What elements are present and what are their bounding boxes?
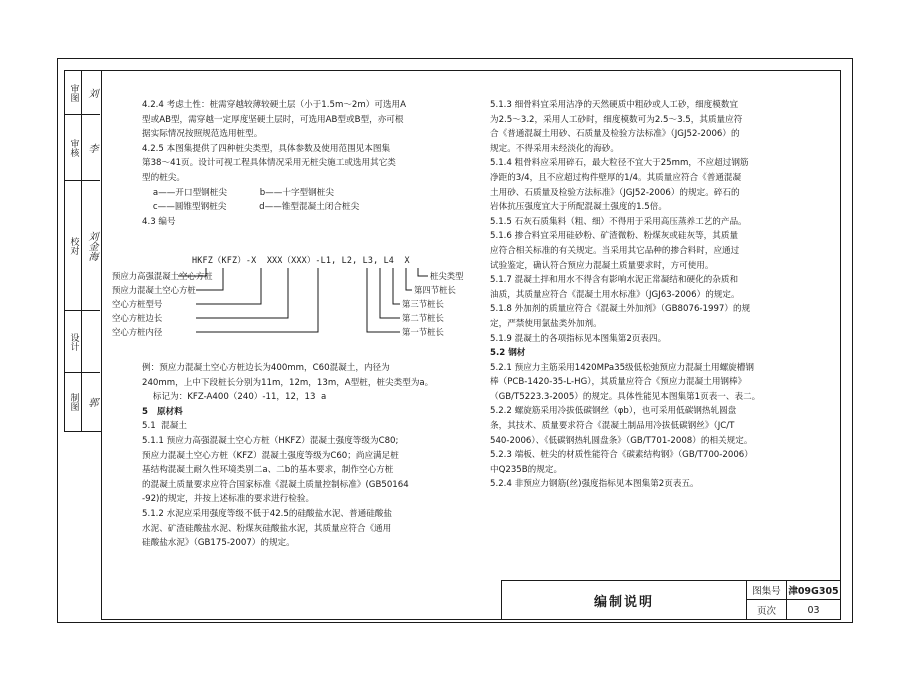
strip-label: 审图 [65, 71, 82, 114]
text-line: c——圆锥型钢桩尖 d——锥型混凝土闭合桩尖 [142, 202, 360, 213]
strip-row-check [65, 181, 100, 311]
strip-label: 设计 [65, 311, 82, 372]
left-column-top [142, 98, 477, 229]
title-block [501, 580, 841, 620]
text-line: 5.2.3 端板、桩尖的材质性能符合《碳素结构钢》（GB/T700-2006） [490, 450, 753, 461]
diagram-label: 第一节桩长 [402, 327, 444, 337]
signature: 郭 [86, 397, 97, 407]
text-line: a——开口型钢桩尖 b——十字型钢桩尖 [142, 187, 334, 198]
text-line: 定，严禁使用氯盐类外加剂。 [490, 318, 602, 329]
diagram-label: 第三节桩长 [402, 299, 444, 309]
strip-label: 审核 [65, 115, 82, 180]
text-line: 土用砂、石质量及检验方法标准》（JGJ52-2006）的规定。碎石的 [490, 187, 740, 198]
text-line: 据实际情况按照规范选用桩型。 [142, 129, 263, 140]
text-line: 为2.5～3.2，采用人工砂时，细度模数可为2.5～3.5，其质量应符 [490, 114, 743, 125]
text-line: 棒（PCB-1420-35-L-HG），其质量应符合《预应力混凝土用钢棒》 [490, 377, 747, 388]
text-line: 240mm，上中下段桩长分别为11m，12m，13m，A型桩，桩尖类型为a。 [142, 377, 434, 388]
left-column-bottom [142, 361, 477, 551]
text-line: 5.2.4 非预应力钢筋(丝)强度指标见本图集第2页表五。 [490, 479, 699, 490]
diagram-label: 桩尖类型 [430, 271, 464, 281]
strip-row-design [65, 311, 100, 373]
text-line: 5.1.2 水泥应采用强度等级不低于42.5的硅酸盐水泥、普通硅酸盐 [142, 508, 392, 519]
text-line: 应符合相关标准的有关规定。当采用其它品种的掺合料时，应通过 [490, 245, 740, 256]
text-line: 5.1.4 粗骨料应采用碎石，最大粒径不宜大于25mm，不应超过钢筋 [490, 158, 749, 169]
text-line: 4.2.4 考虑土性：桩需穿越较薄较硬土层（小于1.5m～2m）可选用A [142, 100, 407, 110]
diagram-label: 空心方桩边长 [112, 313, 163, 323]
text-line: 基结构混凝土耐久性环境类别二a、二b的基本要求，制作空心方桩 [142, 465, 394, 476]
atlas-number: 津09G305 [787, 581, 840, 600]
diagram-label: 预应力高强混凝土空心方桩 [112, 271, 213, 281]
approval-strip [64, 70, 101, 432]
text-line: 540-2006）、《低碳钢热轧圆盘条》（GB/T701-2008）的相关规定。 [490, 435, 753, 446]
right-column [490, 98, 835, 492]
text-line: 水泥、矿渣硅酸盐水泥、粉煤灰硅酸盐水泥，其质量应符合《通用 [142, 523, 392, 534]
text-line: 型或AB型，需穿越一定厚度坚硬土层时，可选用AB型或B型，亦可根 [142, 114, 404, 125]
strip-label: 校对 [65, 181, 82, 310]
numbering-diagram [112, 254, 492, 346]
code-format: HKFZ（KFZ）-X XXX（XXX）-L1, L2, L3, L4 X [192, 255, 410, 265]
page-label: 页次 [747, 600, 787, 620]
text-line: 第38～41页。设计可视工程具体情况采用无桩尖施工或选用其它类 [142, 158, 396, 169]
text-line: 油质，其质量应符合《混凝土用水标准》（JGJ63-2006）的规定。 [490, 289, 740, 300]
text-line: 4.3 编号 [142, 216, 176, 227]
text-line: 净距的3/4，且不应超过构件壁厚的1/4。其质量应符合《普通混凝 [490, 172, 742, 183]
diagram-label: 空心方桩型号 [112, 299, 163, 309]
diagram-label: 空心方桩内径 [112, 327, 163, 337]
text-line: 5.1.5 石灰石质集料（粗、细）不得用于采用高压蒸养工艺的产品。 [490, 216, 747, 227]
text-line: 5.1.9 混凝土的各项指标见本图集第2页表四。 [490, 333, 667, 344]
text-line: -92)的规定，并按上述标准的要求进行检验。 [142, 494, 315, 505]
text-line: 中Q235B的规定。 [490, 464, 563, 475]
text-line: 硅酸盐水泥》（GB175-2007）的规定。 [142, 538, 295, 549]
text-line: 5.1.1 预应力高强混凝土空心方桩（HKFZ）混凝土强度等级为C80; [142, 435, 399, 446]
text-line: 例：预应力混凝土空心方桩边长为400mm，C60混凝土，内径为 [142, 363, 390, 373]
text-line: 5.1.8 外加剂的质量应符合《混凝土外加剂》（GB8076-1997）的规 [490, 304, 751, 315]
text-line: 型的桩尖。 [142, 172, 185, 183]
signature: 刘金海 [86, 230, 97, 261]
atlas-label: 图集号 [747, 581, 787, 600]
diagram-label: 预应力混凝土空心方桩 [112, 285, 196, 295]
diagram-label: 第二节桩长 [402, 313, 444, 323]
text-line: 标记为：KFZ-A400（240）-11，12，13 a [142, 392, 327, 403]
section-heading: 5.2 钢材 [490, 348, 526, 359]
page-number: 03 [807, 604, 820, 616]
section-heading: 5 原材料 [142, 406, 183, 417]
text-line: 试验鉴定，确认符合预应力混凝土质量要求时，方可使用。 [490, 260, 714, 271]
text-line: 5.1 混凝土 [142, 421, 187, 432]
text-line: 预应力混凝土空心方桩（KFZ）混凝土强度等级为C60；尚应满足桩 [142, 450, 399, 461]
diagram-label: 第四节桩长 [414, 285, 456, 295]
drawing-title: 编制说明 [502, 581, 747, 620]
text-line: （GB/T5223.3-2005）的规定。具体性能见本图集第1页表一、表二。 [490, 391, 761, 402]
text-line: 5.2.1 预应力主筋采用1420MPa35级低松弛预应力混凝土用螺旋槽钢 [490, 362, 754, 373]
text-line: 5.1.7 混凝土拌和用水不得含有影响水泥正常凝结和硬化的杂质和 [490, 275, 739, 286]
signature: 刘 [86, 87, 97, 98]
strip-row-audit [65, 115, 100, 181]
strip-label: 制图 [65, 373, 82, 431]
text-line: 5.1.6 掺合料宜采用硅砂粉、矿渣微粉、粉煤灰或硅灰等，其质量 [490, 231, 739, 242]
text-line: 5.2.2 螺旋筋采用冷拔低碳钢丝（φb），也可采用低碳钢热轧圆盘 [490, 406, 737, 417]
strip-row-review [65, 71, 100, 115]
text-line: 合《普通混凝土用砂、石质量及检验方法标准》（JGJ52-2006）的 [490, 129, 740, 140]
strip-row-drawing [65, 373, 100, 431]
text-line: 的混凝土质量要求应符合国家标准《混凝土质量控制标准》(GB50164 [142, 479, 409, 490]
signature [82, 311, 100, 372]
text-line: 4.2.5 本图集提供了四种桩尖类型，具体参数及使用范围见本图集 [142, 143, 391, 154]
text-line: 5.1.3 细骨料宜采用洁净的天然硬质中粗砂或人工砂，细度模数宜 [490, 100, 739, 110]
text-line: 条，其技术、质量要求符合《混凝土制品用冷拔低碳钢丝》（JC/T [490, 421, 735, 432]
text-line: 岩体抗压强度宜大于所配混凝土强度的1.5倍。 [490, 202, 667, 213]
signature: 李 [86, 142, 97, 153]
text-line: 规定。不得采用未经淡化的海砂。 [490, 143, 619, 154]
